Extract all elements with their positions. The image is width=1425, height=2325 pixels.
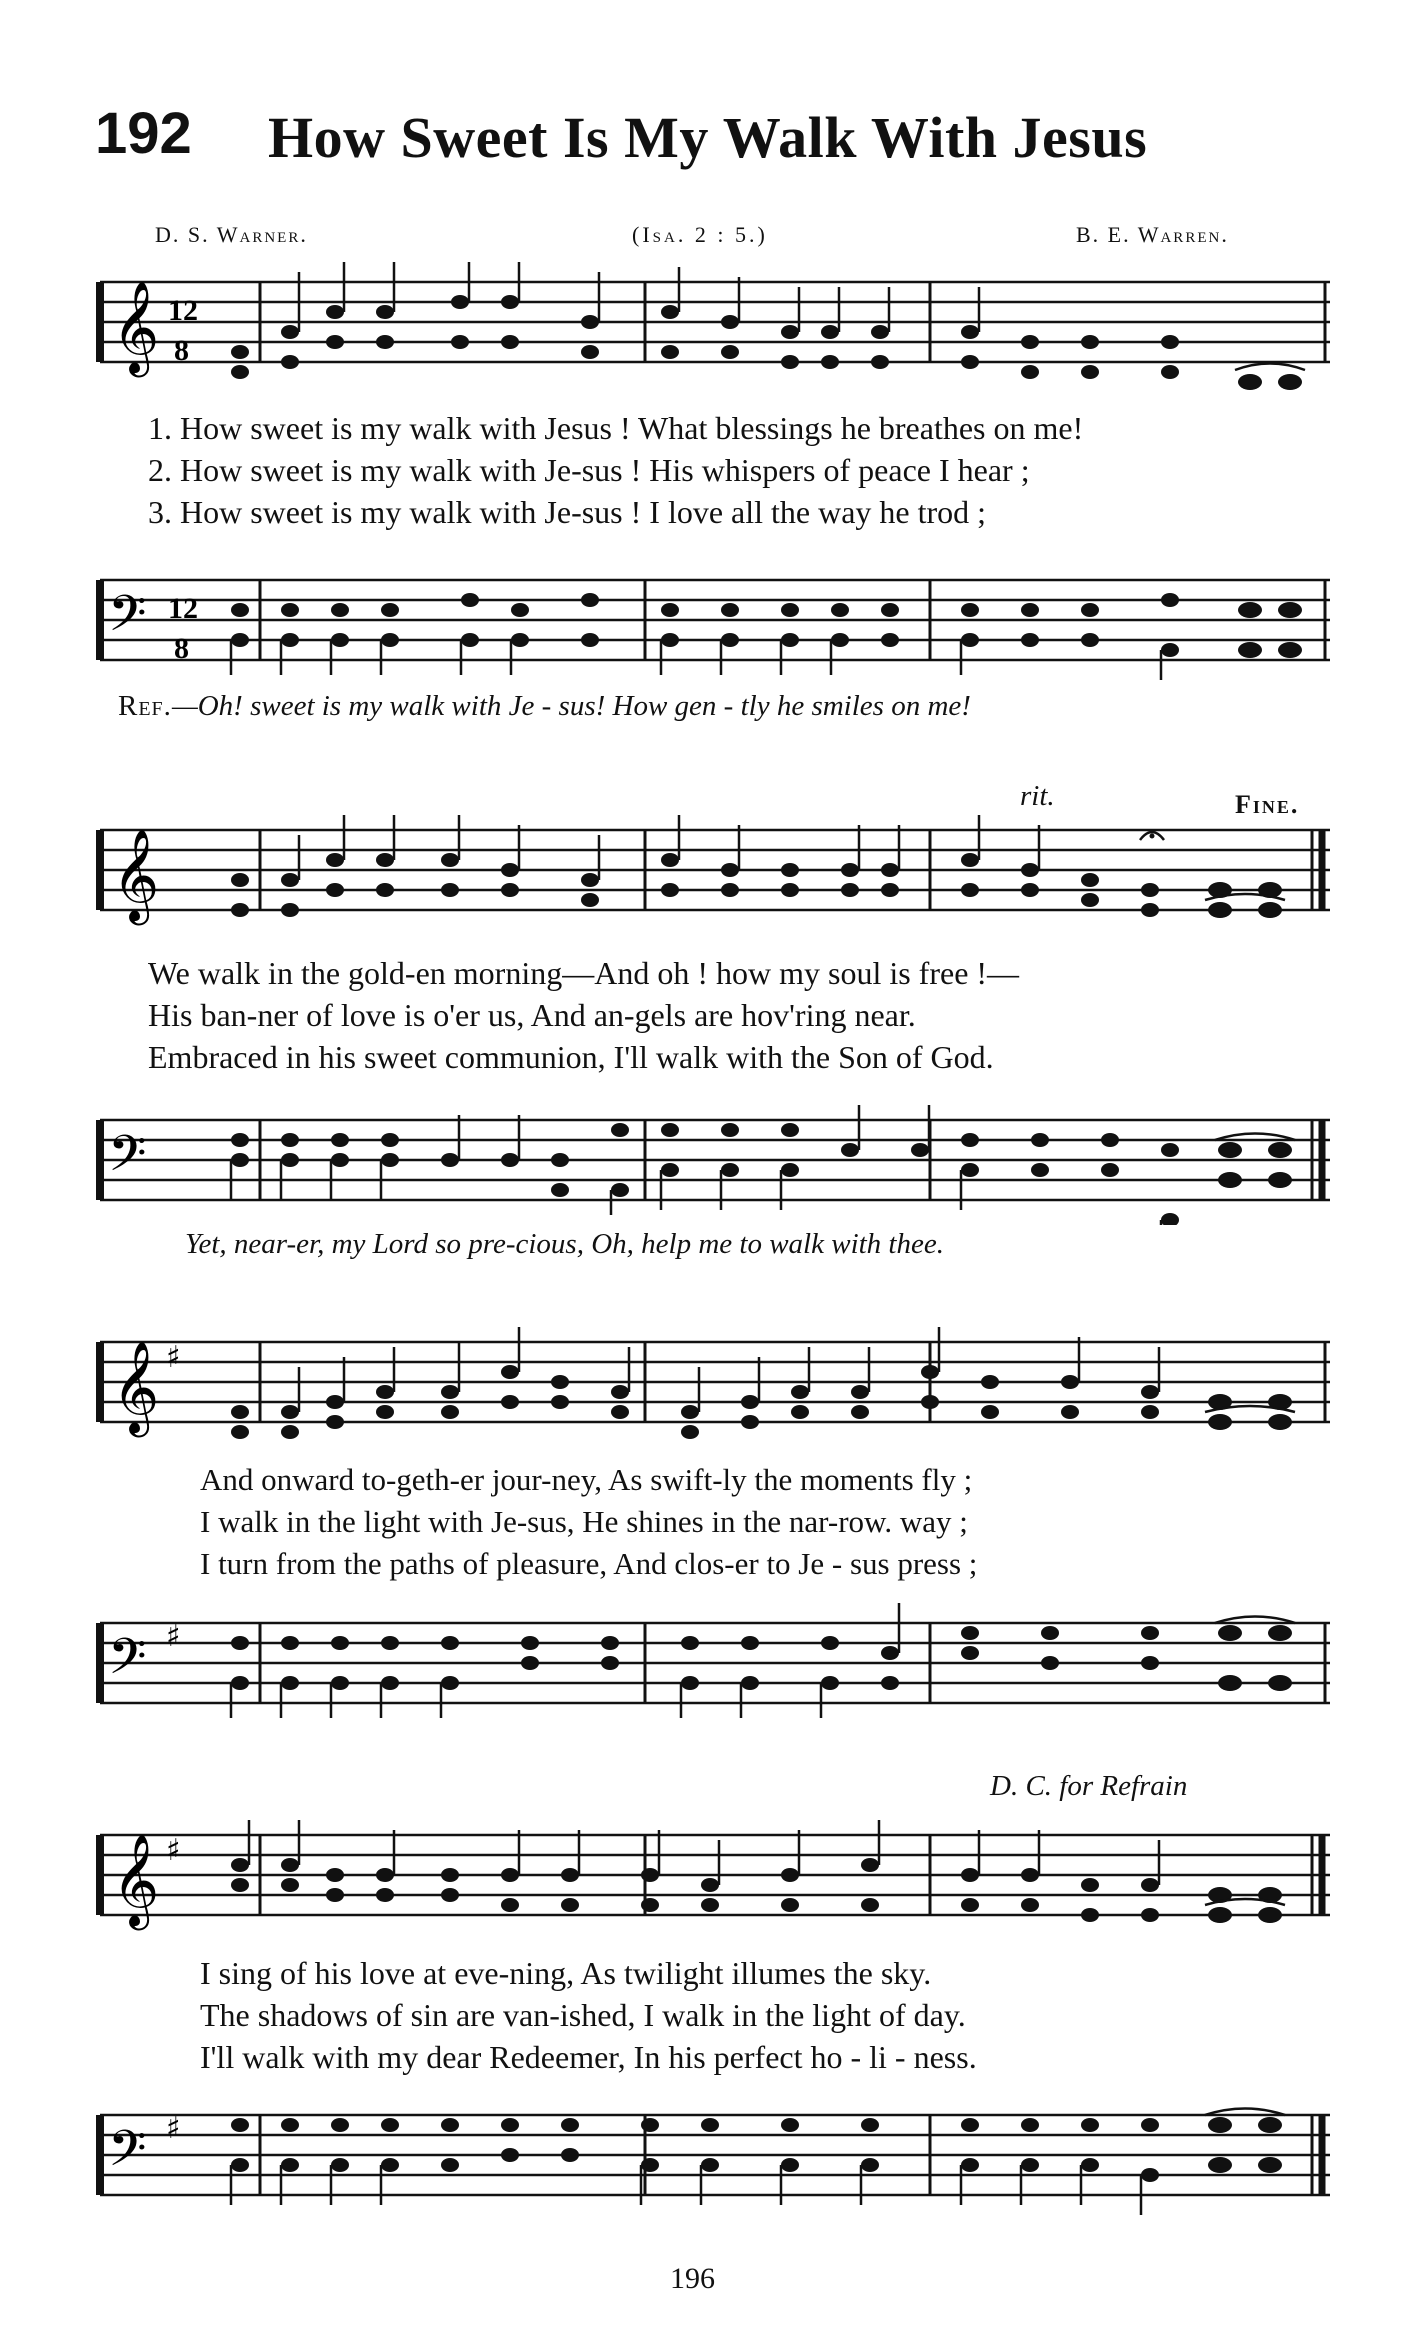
bass-clef-icon: 𝄢 — [108, 2120, 147, 2190]
treble-clef-icon: 𝄞 — [112, 1340, 160, 1433]
refrain-line-2: Yet, near-er, my Lord so pre-cious, Oh, help me to walk with thee. — [185, 1228, 944, 1260]
verse-2-line-2: His ban-ner of love is o'er us, And an-gels are hov'ring near. — [148, 997, 916, 1033]
verse-1-line-2: We walk in the gold-en morning—And oh ! how my soul is free !— — [148, 955, 1020, 991]
treble-clef-icon: 𝄞 — [112, 1833, 160, 1926]
verse-3-line-2: Embraced in his sweet communion, I'll walk with the Son of God. — [148, 1039, 994, 1075]
sharp-icon: ♯ — [166, 1619, 181, 1654]
svg-text:8: 8 — [174, 632, 189, 665]
bass-clef-icon: 𝄢 — [108, 1628, 147, 1698]
scripture-reference: (Isa. 2 : 5.) — [632, 222, 768, 247]
hymn-number: 192 — [95, 101, 192, 166]
verse-2-line-1: 2. How sweet is my walk with Je-sus ! His whispers of peace I hear ; — [148, 452, 1030, 488]
verse-3-line-3: I turn from the paths of pleasure, And clos-er to Je - sus press ; — [200, 1546, 978, 1581]
bass-staff — [90, 2080, 1340, 2230]
verse-3-line-1: 3. How sweet is my walk with Je-sus ! I love all the way he trod ; — [148, 494, 987, 530]
page-number: 196 — [670, 2262, 715, 2295]
verse-1-line-4: I sing of his love at eve-ning, As twilight illumes the sky. — [200, 1955, 932, 1991]
svg-text:12: 12 — [168, 592, 198, 625]
refrain-line-1 — [118, 690, 971, 723]
verse-1-line-3: And onward to-geth-er jour-ney, As swift-ly the moments fly ; — [200, 1462, 973, 1497]
verse-2-line-4: The shadows of sin are van-ished, I walk in the light of day. — [200, 1997, 966, 2033]
verse-3-line-4: I'll walk with my dear Redeemer, In his perfect ho - li - ness. — [200, 2039, 977, 2075]
bass-clef-icon: 𝄢 — [108, 1125, 147, 1195]
verse-1-line-1: 1. How sweet is my walk with Jesus ! What blessings he breathes on me! — [148, 410, 1084, 446]
ritardando-mark: rit. — [1020, 780, 1055, 812]
composer-credit: B. E. Warren. — [1076, 222, 1229, 247]
sharp-icon: ♯ — [166, 1340, 181, 1375]
treble-staff — [90, 262, 1340, 402]
bass-staff — [90, 545, 1340, 685]
bass-clef-icon: 𝄢 — [108, 585, 147, 655]
lyricist-credit: D. S. Warner. — [155, 222, 308, 247]
sharp-icon: ♯ — [166, 1833, 181, 1868]
treble-staff — [90, 810, 1340, 950]
verse-2-line-3: I walk in the light with Je-sus, He shines in the nar-row. way ; — [200, 1504, 968, 1539]
treble-staff — [90, 1815, 1340, 1955]
svg-text:8: 8 — [174, 334, 189, 367]
da-capo-mark: D. C. for Refrain — [990, 1770, 1188, 1802]
bass-staff — [90, 1085, 1340, 1225]
treble-clef-icon: 𝄞 — [112, 828, 160, 921]
hymn-title: How Sweet Is My Walk With Jesus — [268, 105, 1148, 170]
treble-clef-icon: 𝄞 — [112, 280, 160, 373]
bass-staff — [90, 1588, 1340, 1728]
refrain-line-1-text: —Oh! sweet is my walk with Je - sus! How gen - tly he smiles on me! — [171, 690, 971, 722]
treble-staff — [90, 1322, 1340, 1462]
svg-text:12: 12 — [168, 294, 198, 327]
sharp-icon: ♯ — [166, 2111, 181, 2146]
fine-mark: Fine. — [1235, 790, 1300, 819]
refrain-label: Ref. — [118, 690, 172, 722]
